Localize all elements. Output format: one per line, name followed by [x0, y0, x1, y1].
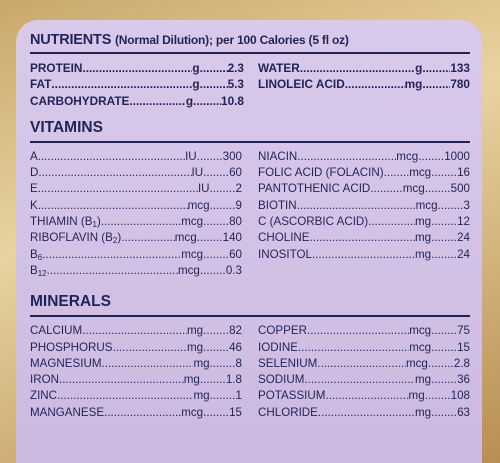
nutrient-unit: IU: [197, 182, 210, 196]
minerals-right-column: [258, 323, 470, 421]
dot-leader: [431, 405, 457, 421]
nutrient-name-text: NIACIN: [258, 149, 298, 163]
nutrient-subscript: 12: [37, 268, 47, 278]
nutrient-value: 133: [450, 61, 470, 75]
nutrient-row: [30, 165, 242, 181]
nutrient-name: [258, 340, 298, 356]
dot-leader: [38, 149, 185, 165]
nutrient-name: [258, 372, 304, 388]
dot-leader: [310, 230, 415, 246]
nutrient-unit: mg: [186, 340, 204, 354]
nutrient-name-tail: ): [96, 215, 101, 229]
nutrient-name: [258, 405, 318, 421]
nutrient-value: 24: [457, 247, 470, 261]
nutrient-unit: IU: [185, 149, 197, 163]
nutrient-row: [30, 181, 242, 197]
dot-leader: [368, 214, 415, 230]
dot-leader: [38, 165, 191, 181]
nutrient-value: 16: [457, 166, 470, 180]
nutrient-unit: mcg: [177, 263, 200, 277]
dot-leader: [431, 230, 457, 246]
nutrient-value: 5.3: [227, 77, 244, 92]
nutrient-value: 82: [229, 324, 242, 338]
nutrient-value: 0.3: [225, 263, 242, 277]
nutrient-row: [30, 323, 242, 339]
nutrient-name-text: INOSITOL: [258, 247, 312, 261]
nutrient-name: [30, 198, 38, 214]
nutrient-name-text: FAT: [30, 77, 52, 92]
nutrient-row: [30, 388, 242, 404]
nutrient-unit: mcg: [181, 405, 204, 419]
nutrient-row: [30, 372, 242, 388]
nutrient-unit: mcg: [187, 198, 210, 212]
nutrient-name: [258, 247, 312, 263]
dot-leader: [57, 388, 193, 404]
nutrient-name: [258, 76, 345, 92]
nutrient-name-text: MANGANESE: [30, 405, 105, 419]
nutrient-name: [258, 323, 307, 339]
nutrient-value: 1000: [444, 149, 470, 163]
nutrient-row: [30, 93, 244, 109]
dot-leader: [425, 181, 451, 197]
dot-leader: [425, 388, 451, 404]
nutrient-value: 75: [457, 324, 470, 338]
dot-leader: [82, 323, 187, 339]
nutrient-name-text: ZINC: [30, 389, 58, 403]
nutrient-value: 1: [235, 389, 242, 403]
nutrient-row: [258, 198, 470, 214]
nutrient-unit: mg: [414, 231, 432, 245]
nutrient-row: [258, 323, 470, 339]
nutrient-name-text: COPPER: [258, 324, 307, 338]
dot-leader: [197, 149, 223, 165]
nutrient-value: 108: [450, 389, 470, 403]
dot-leader: [200, 263, 226, 279]
nutrient-value: 60: [229, 247, 242, 261]
nutrient-row: [258, 356, 470, 372]
nutrient-name: [30, 214, 101, 230]
nutrient-unit: mcg: [181, 215, 204, 229]
dot-leader: [82, 60, 192, 76]
nutrient-name: [258, 214, 368, 230]
nutrient-value: 8: [235, 356, 242, 370]
nutrient-name-text: IODINE: [258, 340, 298, 354]
nutrient-name-text: RIBOFLAVIN (B: [30, 231, 113, 245]
dot-leader: [200, 372, 226, 388]
nutrient-name: [30, 356, 102, 372]
dot-leader: [298, 340, 409, 356]
nutrient-unit: mcg: [409, 166, 432, 180]
dot-leader: [304, 372, 415, 388]
nutrient-name-text: SELENIUM: [258, 356, 318, 370]
vitamins-left-column: [30, 149, 242, 279]
dot-leader: [200, 76, 228, 92]
minerals-rule: [30, 315, 470, 317]
dot-leader: [431, 372, 457, 388]
nutrient-value: 12: [457, 215, 470, 229]
nutrient-name-text: CALCIUM: [30, 324, 83, 338]
nutrients-heading: [30, 32, 470, 48]
dot-leader: [203, 214, 229, 230]
nutrient-row: [258, 247, 470, 263]
nutrient-value: 36: [457, 373, 470, 387]
nutrient-name: [258, 356, 317, 372]
dot-leader: [203, 340, 229, 356]
nutrient-row: [30, 356, 242, 372]
dot-leader: [422, 60, 450, 76]
nutrient-name: [30, 263, 47, 279]
dot-leader: [203, 405, 229, 421]
nutrient-name: [30, 340, 112, 356]
nutrient-value: 2: [235, 182, 242, 196]
nutrients-title: NUTRIENTS: [30, 32, 112, 48]
nutrient-name: [30, 323, 82, 339]
nutrient-subscript: 2: [112, 236, 118, 246]
nutrient-unit: mg: [186, 324, 204, 338]
vitamins-rule: [30, 141, 470, 143]
nutrient-row: [30, 149, 242, 165]
dot-leader: [129, 93, 185, 109]
nutrient-unit: mg: [193, 389, 210, 403]
vitamins-title: VITAMINS: [30, 118, 103, 136]
nutrient-unit: g: [185, 93, 194, 108]
dot-leader: [51, 76, 192, 92]
nutrient-value: 2.8: [453, 356, 470, 370]
nutrient-name: [30, 93, 129, 109]
nutrient-name-text: POTASSIUM: [258, 389, 326, 403]
vitamins-right-column: [258, 149, 470, 279]
vitamins-grid: [30, 149, 470, 279]
nutrient-unit: g: [192, 77, 200, 92]
nutrients-right-column: [258, 60, 470, 109]
nutrient-name: [258, 149, 297, 165]
dot-leader: [431, 214, 457, 230]
dot-leader: [428, 356, 454, 372]
nutrient-name-text: K: [30, 198, 38, 212]
nutrient-row: [30, 198, 242, 214]
dot-leader: [418, 149, 444, 165]
dot-leader: [438, 198, 464, 214]
nutrient-name-text: B: [30, 263, 38, 277]
nutrient-name-text: PANTOTHENIC ACID: [258, 182, 371, 196]
dot-leader: [102, 356, 194, 372]
nutrient-row: [258, 230, 470, 246]
dot-leader: [193, 93, 221, 109]
dot-leader: [318, 405, 415, 421]
nutrient-value: 60: [229, 166, 242, 180]
nutrient-unit: mcg: [402, 182, 425, 196]
nutrient-name-text: SODIUM: [258, 373, 305, 387]
nutrient-row: [30, 214, 242, 230]
nutrient-name-text: BIOTIN: [258, 198, 297, 212]
nutrient-name: [30, 60, 82, 76]
nutrient-unit: mg: [414, 373, 432, 387]
dot-leader: [203, 323, 229, 339]
nutrient-row: [30, 340, 242, 356]
nutrient-name: [30, 181, 38, 197]
nutrient-name-text: CHOLINE: [258, 231, 310, 245]
nutrient-name: [258, 388, 325, 404]
nutrient-unit: mcg: [396, 149, 419, 163]
dot-leader: [112, 340, 187, 356]
dot-leader: [38, 181, 198, 197]
dot-leader: [422, 76, 450, 92]
dot-leader: [325, 388, 408, 404]
minerals-title: MINERALS: [30, 293, 111, 311]
nutrient-row: [258, 340, 470, 356]
nutrient-value: 10.8: [221, 93, 244, 108]
nutrient-row: [30, 76, 244, 92]
nutrient-unit: mg: [193, 356, 210, 370]
nutrient-unit: g: [192, 61, 200, 75]
nutrient-unit: mg: [183, 373, 200, 387]
nutrient-name: [30, 230, 121, 246]
nutrient-unit: mcg: [409, 324, 432, 338]
dot-leader: [297, 198, 416, 214]
nutrient-row: [258, 388, 470, 404]
dot-leader: [431, 165, 457, 181]
nutrient-row: [258, 372, 470, 388]
dot-leader: [47, 263, 178, 279]
nutrient-unit: mg: [404, 77, 423, 92]
nutrient-name-text: A: [30, 149, 38, 163]
nutrient-unit: mg: [414, 405, 432, 419]
nutrient-value: 140: [222, 231, 242, 245]
minerals-left-column: [30, 323, 242, 421]
nutrient-name-text: MAGNESIUM: [30, 356, 102, 370]
nutrient-value: 500: [450, 182, 470, 196]
dot-leader: [431, 340, 457, 356]
nutrient-name: [30, 149, 38, 165]
nutrient-name-text: IRON: [30, 373, 59, 387]
nutrient-name: [30, 247, 42, 263]
nutrient-name-text: C (ASCORBIC ACID): [258, 215, 369, 229]
dot-leader: [42, 247, 181, 263]
nutrient-row: [30, 60, 244, 76]
nutrient-name-text: FOLIC ACID (FOLACIN): [258, 166, 384, 180]
nutrient-row: [30, 247, 242, 263]
dot-leader: [210, 388, 236, 404]
dot-leader: [345, 76, 405, 92]
dot-leader: [300, 60, 415, 76]
nutrient-name-text: E: [30, 182, 38, 196]
nutrient-row: [258, 76, 470, 92]
nutrient-unit: mcg: [181, 247, 204, 261]
dot-leader: [317, 356, 406, 372]
nutrient-row: [258, 405, 470, 421]
nutrient-value: 2.3: [227, 61, 244, 75]
nutrient-unit: mcg: [174, 231, 197, 245]
nutrient-name: [258, 198, 297, 214]
dot-leader: [59, 372, 184, 388]
nutrient-value: 1.8: [225, 373, 242, 387]
nutrient-value: 80: [229, 215, 242, 229]
minerals-grid: [30, 323, 470, 421]
dot-leader: [210, 356, 236, 372]
nutrient-unit: mg: [414, 247, 432, 261]
nutrient-row: [30, 230, 242, 246]
nutrient-name-text: CARBOHYDRATE: [30, 93, 130, 108]
dot-leader: [297, 149, 396, 165]
dot-leader: [104, 405, 181, 421]
nutrient-name-text: D: [30, 166, 39, 180]
nutrient-name-text: LINOLEIC ACID: [258, 77, 345, 92]
dot-leader: [431, 247, 457, 263]
nutrient-name-text: THIAMIN (B: [30, 215, 93, 229]
nutrient-row: [258, 60, 470, 76]
nutrient-name: [258, 60, 300, 76]
nutrients-grid: [30, 60, 470, 109]
nutrient-name: [258, 165, 384, 181]
nutrition-panel: [16, 20, 482, 463]
nutrient-subscript: 1: [92, 220, 97, 230]
nutrient-name: [30, 405, 104, 421]
nutrient-name-text: CHLORIDE: [258, 405, 318, 419]
nutrients-subtitle: (Normal Dilution); per 100 Calories (5 fl oz): [115, 33, 349, 47]
nutrient-unit: mcg: [409, 340, 432, 354]
dot-leader: [200, 60, 228, 76]
nutrient-value: 15: [229, 405, 242, 419]
nutrient-unit: IU: [191, 166, 204, 180]
nutrient-name: [30, 388, 57, 404]
nutrient-row: [258, 165, 470, 181]
nutrient-name: [258, 181, 370, 197]
nutrients-rule: [30, 52, 470, 54]
nutrient-unit: mcg: [405, 356, 428, 370]
dot-leader: [101, 214, 181, 230]
dot-leader: [203, 165, 229, 181]
nutrient-name-text: PHOSPHORUS: [30, 340, 113, 354]
nutrient-unit: mg: [414, 215, 432, 229]
dot-leader: [121, 230, 175, 246]
nutrient-unit: mg: [408, 389, 425, 403]
dot-leader: [210, 181, 236, 197]
dot-leader: [197, 230, 223, 246]
nutrient-name-text: PROTEIN: [30, 61, 83, 75]
nutrient-row: [258, 214, 470, 230]
nutrient-value: 9: [235, 198, 242, 212]
dot-leader: [38, 198, 188, 214]
nutrient-value: 24: [457, 231, 470, 245]
nutrients-left-column: [30, 60, 244, 109]
nutrient-value: 780: [450, 77, 470, 92]
dot-leader: [431, 323, 457, 339]
nutrient-name: [258, 230, 310, 246]
nutrient-value: 15: [457, 340, 470, 354]
nutrient-name: [30, 76, 51, 92]
nutrient-row: [30, 405, 242, 421]
nutrient-value: 63: [457, 405, 470, 419]
nutrient-name-text: B: [30, 247, 38, 261]
nutrient-value: 300: [222, 149, 242, 163]
dot-leader: [370, 181, 402, 197]
dot-leader: [312, 247, 415, 263]
nutrient-value: 46: [229, 340, 242, 354]
nutrient-value: 3: [463, 198, 470, 212]
nutrient-name-text: WATER: [258, 61, 300, 75]
nutrient-name: [30, 165, 38, 181]
nutrient-unit: g: [415, 61, 423, 75]
nutrient-row: [30, 263, 242, 279]
nutrient-unit: mcg: [415, 198, 438, 212]
nutrient-subscript: 6: [37, 252, 43, 262]
dot-leader: [210, 198, 236, 214]
nutrient-name: [30, 372, 59, 388]
dot-leader: [203, 247, 229, 263]
nutrient-row: [258, 149, 470, 165]
dot-leader: [307, 323, 409, 339]
nutrient-name-tail: ): [117, 231, 122, 245]
nutrient-row: [258, 181, 470, 197]
dot-leader: [384, 165, 410, 181]
